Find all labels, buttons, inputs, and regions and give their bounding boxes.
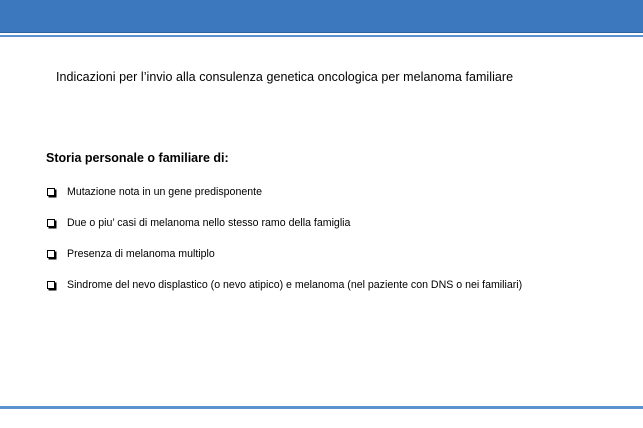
- list-item-label: Sindrome del nevo displastico (o nevo atipico) e melanoma (nel paziente con DNS o nei familiari): [67, 279, 523, 291]
- list-item: [46, 246, 522, 262]
- list-item-label: Mutazione nota in un gene predisponente: [67, 186, 262, 198]
- checkbox-icon: [47, 250, 55, 258]
- criteria-list: [46, 184, 522, 308]
- list-item-label: Due o piu’ casi di melanoma nello stesso ramo della famiglia: [67, 217, 351, 229]
- list-item: [46, 277, 522, 293]
- slide-title: Indicazioni per l’invio alla consulenza genetica oncologica per melanoma familiare: [56, 70, 514, 84]
- checkbox-icon: [47, 281, 55, 289]
- list-item-label: Presenza di melanoma multiplo: [67, 248, 215, 260]
- list-item: [46, 215, 522, 231]
- checkbox-icon: [47, 188, 55, 196]
- section-heading: Storia personale o familiare di:: [46, 151, 229, 165]
- list-item: [46, 184, 522, 200]
- header-bar: [0, 0, 643, 33]
- header-divider: [0, 35, 643, 37]
- footer-divider: [0, 406, 643, 409]
- checkbox-icon: [47, 219, 55, 227]
